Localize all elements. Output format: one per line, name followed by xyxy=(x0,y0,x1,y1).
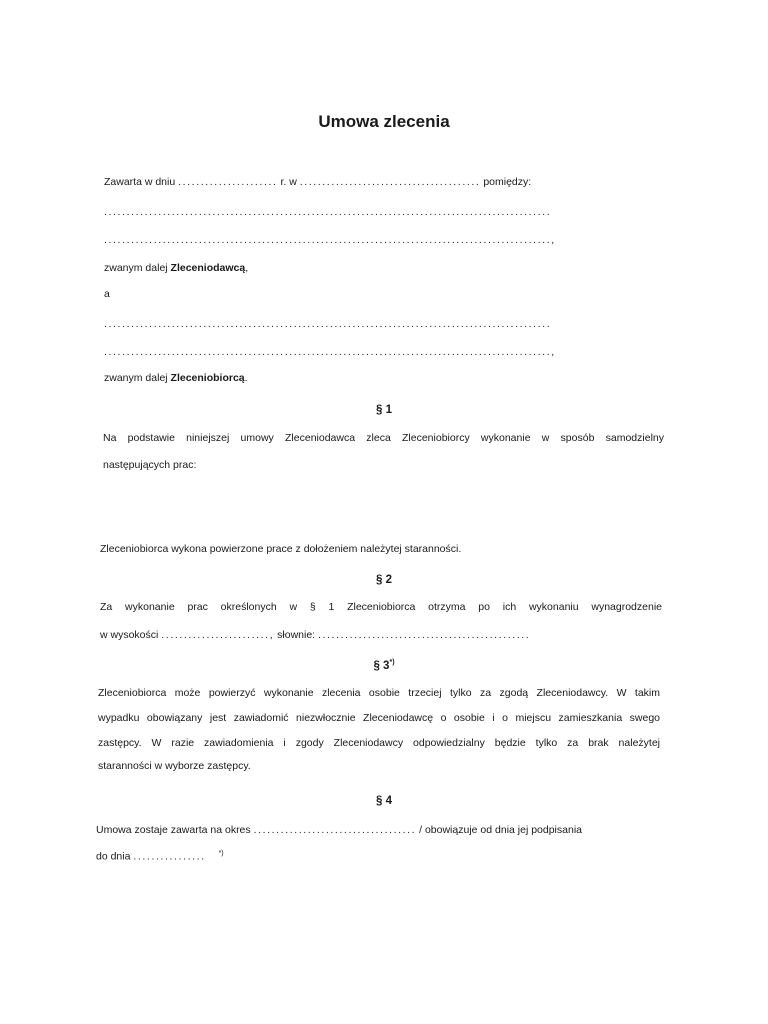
section-3-line-4: staranności w wyborze zastępcy. xyxy=(98,760,251,772)
document-title: Umowa zlecenia xyxy=(318,112,450,131)
intro-line-date-place xyxy=(104,176,531,188)
footnote-marker: *) xyxy=(218,850,224,857)
date-blank: ...................... xyxy=(178,176,278,188)
footnote-marker: *) xyxy=(389,659,395,666)
zawarta-label: Zawarta w dniu xyxy=(104,176,176,188)
r-w-label: r. w xyxy=(280,176,297,188)
zleceniodawca-line xyxy=(104,262,248,274)
section-1-line-1: Na podstawie niniejszej umowy Zleceniodawca zleca Zleceniobiorcy wykonanie w sposób samodzielny xyxy=(103,432,664,444)
section-1-line-2: następujących prac: xyxy=(103,459,197,471)
section-3-line-3: zastępcy. W razie zawiadomienia i zgody Zleceniodawcy odpowiedzialny będzie tylko za brak należytej xyxy=(98,737,660,749)
section-1-heading: § 1 xyxy=(376,404,392,416)
end-date-blank: ................ xyxy=(133,850,206,863)
section-3-line-1: Zleceniobiorca może powierzyć wykonanie zlecenia osobie trzeciej tylko za zgodą Zleceniodawcy. W takim xyxy=(98,687,660,699)
section-2-line-2 xyxy=(100,629,530,641)
party-blank-line-1: ................................................................................................... xyxy=(104,206,552,218)
zwanym-dalej-label: zwanym dalej xyxy=(104,372,168,384)
section-4-line-2 xyxy=(96,850,224,863)
do-dnia-label: do dnia xyxy=(96,850,131,863)
section-2-line-1: Za wykonanie prac określonych w § 1 Zleceniobiorca otrzyma po ich wykonaniu wynagrodzenie xyxy=(100,601,662,613)
section-4-heading: § 4 xyxy=(376,795,392,807)
zleceniobiorca-term: Zleceniobiorcą xyxy=(170,372,245,384)
section-3-heading-text: § 3 xyxy=(373,659,390,672)
slownie-label: słownie: xyxy=(277,629,316,641)
place-blank: ........................................ xyxy=(299,176,481,188)
section-2-heading: § 2 xyxy=(376,574,392,586)
party-blank-line-4: ..................................................................................................., xyxy=(104,346,556,358)
zleceniodawca-term: Zleceniodawcą xyxy=(170,262,246,274)
a-conjunction: a xyxy=(104,288,110,300)
zleceniobiorca-line xyxy=(104,372,248,384)
party-blank-line-3: ................................................................................................... xyxy=(104,318,552,330)
zwanym-dalej-label: zwanym dalej xyxy=(104,262,168,274)
amount-blank: ........................, xyxy=(161,629,275,641)
section-4-line-1 xyxy=(96,824,582,836)
w-wysokosci-label: w wysokości xyxy=(100,629,159,641)
section-3-line-2: wypadku obowiązany jest zawiadomić niezwłocznie Zleceniodawcę o osobie i o miejscu zamieszkania swego xyxy=(98,712,660,724)
period: . xyxy=(244,372,248,384)
okres-label: Umowa zostaje zawarta na okres xyxy=(96,824,251,836)
pomiedzy-label: pomiędzy: xyxy=(483,176,532,188)
comma: , xyxy=(245,262,249,274)
obowiazuje-label: / obowiązuje od dnia jej podpisania xyxy=(419,824,582,836)
period-blank: .................................... xyxy=(253,824,417,836)
amount-words-blank: ............................................... xyxy=(318,629,531,641)
section-3-heading xyxy=(0,659,768,672)
section-1-line-3: Zleceniobiorca wykona powierzone prace z dołożeniem należytej staranności. xyxy=(100,543,462,555)
party-blank-line-2: ..................................................................................................., xyxy=(104,234,556,246)
